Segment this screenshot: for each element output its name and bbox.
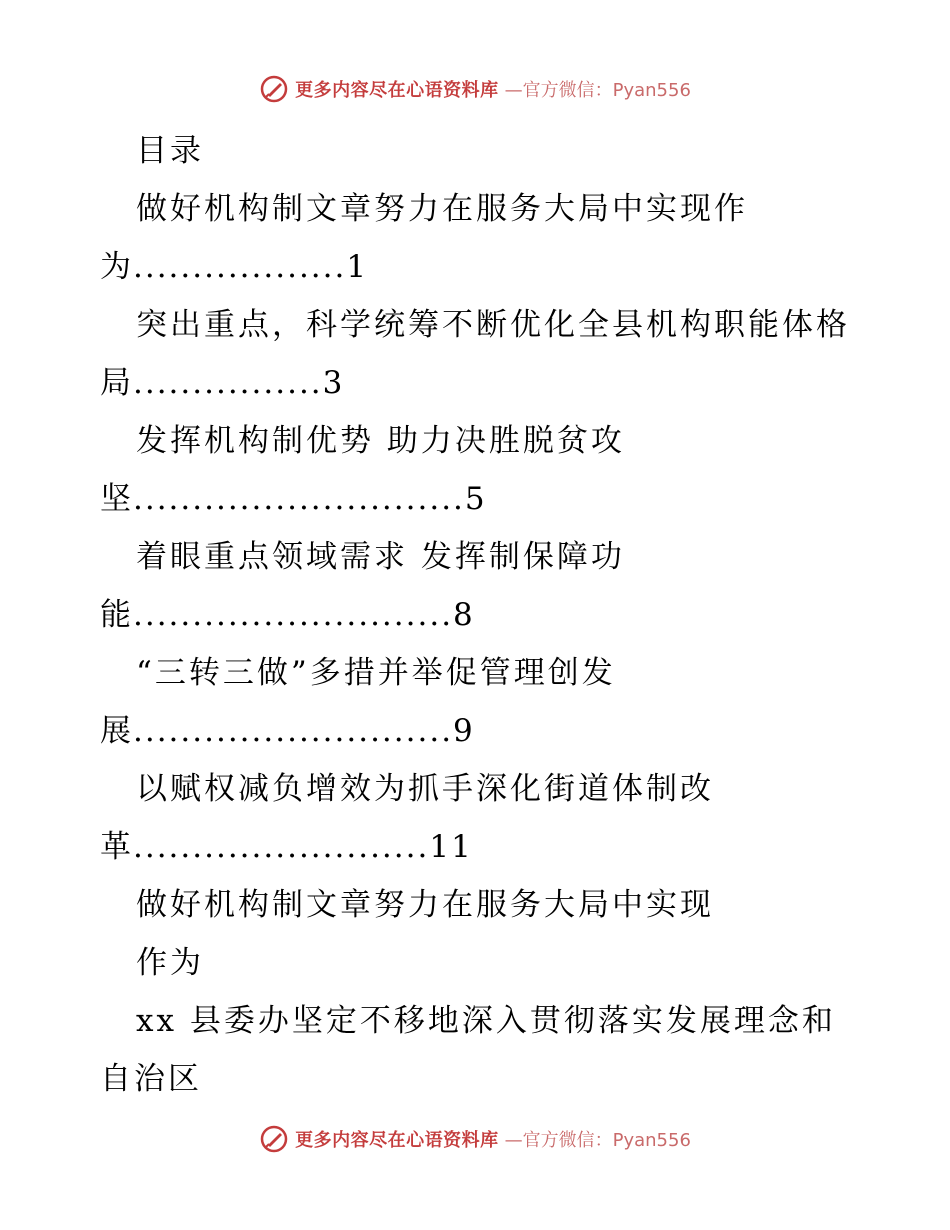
toc-title: 目录 [136,133,204,169]
quill-logo-icon [259,74,289,104]
toc-entry-5-title: “三转三做”多措并举促管理创发 [136,655,616,691]
toc-entry-6-title: 以赋权减负增效为抓手深化街道体制改 [136,771,714,807]
footer-watermark [0,1124,950,1154]
document-body [100,122,890,1108]
body-paragraph-line-1: xx 县委办坚定不移地深入贯彻落实发展理念和 [136,1003,836,1039]
toc-entry-1-title: 做好机构制文章努力在服务大局中实现作 [136,191,748,227]
section-heading-line-1: 做好机构制文章努力在服务大局中实现 [136,887,714,923]
watermark-main-text: 更多内容尽在心语资料库 [295,1130,499,1151]
quill-logo-icon [259,1124,289,1154]
toc-entry-3-page: 坚............................5 [100,481,487,517]
toc-entry-2-page: 局................3 [100,365,345,401]
header-watermark [0,74,950,104]
body-paragraph-line-2: 自治区 [100,1061,202,1097]
watermark-sub-text: —官方微信：Pyan556 [504,80,691,101]
section-heading-line-2: 作为 [136,945,204,981]
toc-entry-5-page: 展...........................9 [100,713,475,749]
toc-entry-1-page: 为..................1 [100,249,369,285]
toc-entry-4-title: 着眼重点领域需求 发挥制保障功 [136,539,625,575]
toc-entry-2-title: 突出重点，科学统筹不断优化全县机构职能体格 [136,307,850,343]
toc-entry-6-page: 革.........................11 [100,829,473,865]
watermark-sub-text: —官方微信：Pyan556 [504,1130,691,1151]
toc-entry-3-title: 发挥机构制优势 助力决胜脱贫攻 [136,423,625,459]
toc-entry-4-page: 能...........................8 [100,597,475,633]
watermark-main-text: 更多内容尽在心语资料库 [295,80,499,101]
